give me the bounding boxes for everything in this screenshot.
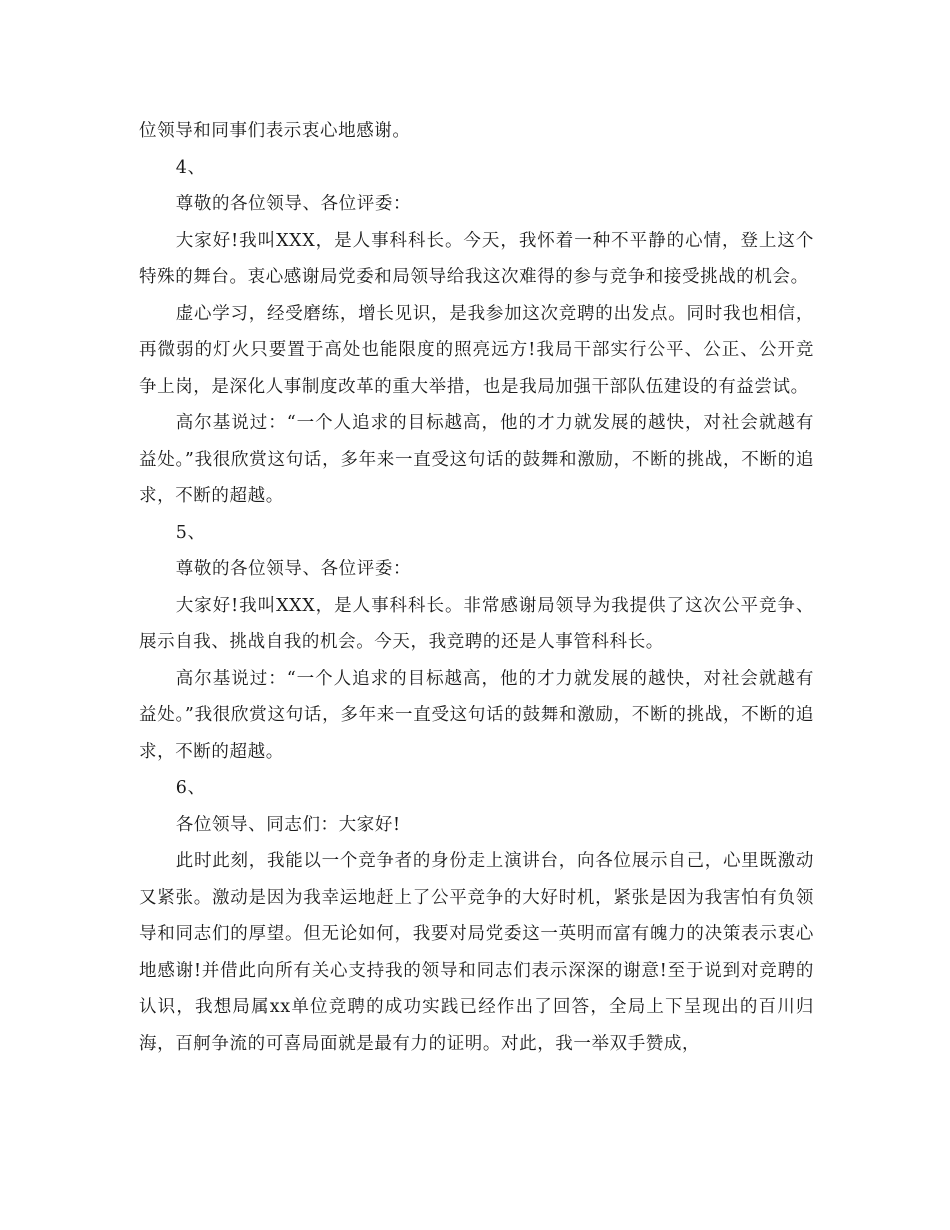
section-number: 6、 — [175, 778, 206, 798]
paragraph: 高尔基说过：“一个人追求的目标越高，他的才力就发展的越快，对社会就越有益处。”我很欣赏这句话，多年来一直受这句话的鼓舞和激励，不断的挑战，不断的追求，不断的超越。 — [139, 668, 814, 762]
section-number: 5、 — [175, 522, 206, 543]
paragraph: 虚心学习，经受磨练，增长见识，是我参加这次竞聘的出发点。同时我也相信，再微弱的灯火只要置于高处也能限度的照亮远方!我局干部实行公平、公正、公开竞争上岗，是深化人事制度改革的重大举措，也是我局加强干部队伍建设的有益尝试。 — [139, 303, 814, 397]
paragraph: 高尔基说过：“一个人追求的目标越高，他的才力就发展的越快，对社会就越有益处。”我很欣赏这句话，多年来一直受这句话的鼓舞和激励，不断的挑战，不断的追求，不断的超越。 — [139, 413, 814, 506]
section-number: 4、 — [175, 157, 206, 178]
paragraph: 大家好!我叫XXX，是人事科科长。今天，我怀着一种不平静的心情，登上这个特殊的舞台。衷心感谢局党委和局领导给我这次难得的参与竞争和接受挑战的机会。 — [139, 230, 814, 287]
paragraph-continuation: 位领导和同事们表示衷心地感谢。 — [139, 121, 411, 141]
salutation: 尊敬的各位领导、各位评委： — [175, 194, 412, 214]
salutation: 各位领导、同志们：大家好! — [175, 814, 401, 835]
paragraph: 大家好!我叫XXX，是人事科科长。非常感谢局领导为我提供了这次公平竞争、展示自我、挑战自我的机会。今天，我竞聘的还是人事管科科长。 — [139, 595, 814, 652]
document-page — [139, 113, 814, 1062]
paragraph: 此时此刻，我能以一个竞争者的身份走上演讲台，向各位展示自己，心里既激动又紧张。激动是因为我幸运地赶上了公平竞争的大好时机，紧张是因为我害怕有负领导和同志们的厚望。但无论如何，我要对局党委这一英明而富有魄力的决策表示衷心地感谢!并借此向所有关心支持我的领导和同志们表示深深的谢意!至于说到对竞聘的认识，我想局属xx单位竞聘的成功实践已经作出了回答，全局上下呈现出的百川归海，百舸争流的可喜局面就是最有力的证明。对此，我一举双手赞成， — [139, 851, 814, 1054]
salutation: 尊敬的各位领导、各位评委： — [175, 559, 412, 579]
